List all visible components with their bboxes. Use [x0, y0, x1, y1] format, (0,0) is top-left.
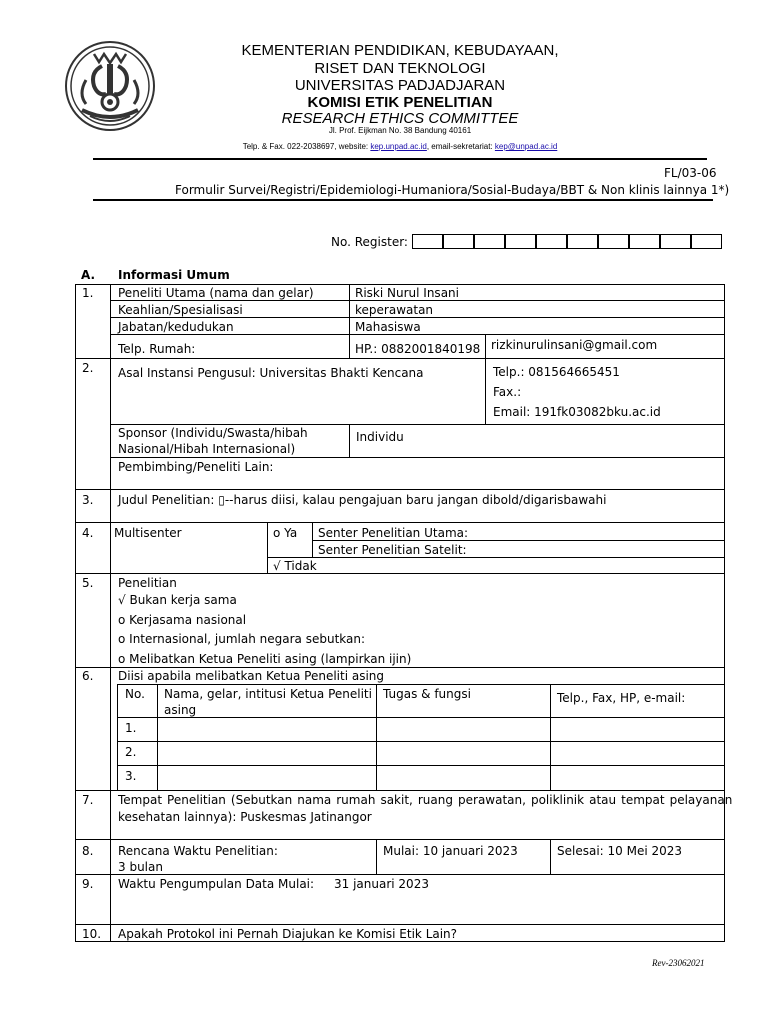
university-name: UNIVERSITAS PADJADJARAN [294, 77, 506, 94]
ministry-line-2: RISET DAN TEKNOLOGI [314, 60, 486, 77]
penelitian-label: Penelitian [118, 576, 177, 590]
col-no-header: No. [125, 687, 145, 701]
header-divider [93, 158, 707, 160]
website-link[interactable]: kep.unpad.ac.id [370, 142, 427, 151]
sponsor-label-line-1: Sponsor (Individu/Swasta/hibah [118, 426, 308, 440]
judul-penelitian[interactable]: Judul Penelitian: ▯--harus diisi, kalau pengajuan baru jangan dibold/digarisbawahi [118, 493, 607, 507]
register-box[interactable] [660, 234, 691, 249]
revision-code: Rev-23062021 [652, 958, 705, 968]
row-number: 2. [82, 361, 94, 375]
ministry-line-1: KEMENTERIAN PENDIDIKAN, KEBUDAYAAN, [241, 42, 559, 59]
tempat-penelitian-line-1[interactable]: Tempat Penelitian (Sebutkan nama rumah sakit, ruang perawatan, poliklinik atau tempat pelayanan [118, 793, 733, 807]
register-box[interactable] [598, 234, 629, 249]
option-kerjasama-nasional[interactable]: o Kerjasama nasional [118, 613, 247, 627]
section-a-letter: A. [81, 268, 96, 282]
col-nama-header-line-2: asing [164, 703, 197, 717]
rencana-waktu-label: Rencana Waktu Penelitian: [118, 844, 278, 858]
peneliti-utama-label: Peneliti Utama (nama dan gelar) [118, 286, 314, 300]
university-logo [64, 40, 156, 132]
register-box[interactable] [629, 234, 660, 249]
row-number: 5. [82, 576, 94, 590]
keahlian-value[interactable]: keperawatan [355, 303, 434, 317]
register-label: No. Register: [331, 235, 408, 249]
tempat-penelitian-line-2[interactable]: kesehatan lainnya): Puskesmas Jatinangor [118, 810, 372, 824]
hp-value[interactable]: HP.: 0882001840198 [355, 342, 481, 356]
form-code: FL/03-06 [664, 166, 717, 180]
sub-row-number: 3. [125, 769, 137, 783]
row-number: 6. [82, 669, 94, 683]
pengumpulan-data-value[interactable]: 31 januari 2023 [334, 877, 429, 891]
form-title: Formulir Survei/Registri/Epidemiologi-Humaniora/Sosial-Budaya/BBT & Non klinis lainnya 1*) [175, 183, 730, 197]
option-internasional[interactable]: o Internasional, jumlah negara sebutkan: [118, 632, 366, 646]
pengumpulan-data-label: Waktu Pengumpulan Data Mulai: [118, 877, 315, 891]
register-box[interactable] [536, 234, 567, 249]
peneliti-utama-value[interactable]: Riski Nurul Insani [355, 286, 459, 300]
instansi-email[interactable]: Email: 191fk03082bku.ac.id [493, 405, 661, 419]
sponsor-value[interactable]: Individu [356, 430, 404, 444]
register-box[interactable] [474, 234, 505, 249]
selesai-value[interactable]: Selesai: 10 Mei 2023 [557, 844, 683, 858]
row-number: 3. [82, 493, 94, 507]
option-bukan-kerja-sama[interactable]: √ Bukan kerja sama [118, 593, 237, 607]
col-nama-header-line-1: Nama, gelar, intitusi Ketua Peneliti [164, 687, 372, 701]
durasi-value[interactable]: 3 bulan [118, 860, 163, 874]
multisenter-ya-option[interactable]: o Ya [273, 526, 298, 540]
unpad-seal-icon [64, 40, 156, 132]
committee-name: KOMISI ETIK PENELITIAN [307, 94, 493, 111]
foreign-researcher-title: Diisi apabila melibatkan Ketua Peneliti asing [118, 669, 385, 683]
jabatan-label: Jabatan/kedudukan [118, 320, 234, 334]
instansi-fax[interactable]: Fax.: [493, 385, 522, 399]
register-box[interactable] [412, 234, 443, 249]
protokol-question: Apakah Protokol ini Pernah Diajukan ke Komisi Etik Lain? [118, 927, 458, 941]
section-a-title: Informasi Umum [118, 268, 230, 282]
sponsor-label-line-2: Nasional/Hibah Internasional) [118, 442, 296, 456]
col-tugas-header: Tugas & fungsi [383, 687, 471, 701]
contact-line [200, 143, 600, 151]
asal-instansi[interactable]: Asal Instansi Pengusul: Universitas Bhakti Kencana [118, 366, 424, 380]
row-number: 7. [82, 793, 94, 807]
secretariat-prefix: , email-sekretariat: [426, 142, 493, 151]
row-number: 1. [82, 286, 94, 300]
row-number: 10. [82, 927, 102, 941]
email-value[interactable]: rizkinurulinsani@gmail.com [491, 338, 658, 352]
contact-prefix: Telp. & Fax. 022-2038697, website: [242, 142, 369, 151]
register-box[interactable] [443, 234, 474, 249]
register-box[interactable] [505, 234, 536, 249]
row-number: 4. [82, 526, 94, 540]
register-box[interactable] [691, 234, 722, 249]
committee-name-english: RESEARCH ETHICS COMMITTEE [281, 110, 519, 127]
mulai-value[interactable]: Mulai: 10 januari 2023 [383, 844, 518, 858]
register-box[interactable] [567, 234, 598, 249]
title-underline [93, 199, 713, 201]
address: Jl. Prof. Eijkman No. 38 Bandung 40161 [328, 126, 472, 135]
row-number: 9. [82, 877, 94, 891]
jabatan-value[interactable]: Mahasiswa [355, 320, 421, 334]
keahlian-label: Keahlian/Spesialisasi [118, 303, 243, 317]
pembimbing-label: Pembimbing/Peneliti Lain: [118, 460, 274, 474]
senter-satelit-label: Senter Penelitian Satelit: [318, 543, 467, 557]
multisenter-tidak-option[interactable]: √ Tidak [273, 559, 317, 573]
telp-rumah-label: Telp. Rumah: [118, 342, 196, 356]
instansi-telp[interactable]: Telp.: 081564665451 [493, 365, 620, 379]
senter-utama-label: Senter Penelitian Utama: [318, 526, 469, 540]
sub-row-number: 2. [125, 745, 137, 759]
email-link[interactable]: kep@unpad.ac.id [494, 142, 558, 151]
row-number: 8. [82, 844, 94, 858]
col-telp-header: Telp., Fax, HP, e-mail: [557, 691, 686, 705]
sub-row-number: 1. [125, 721, 137, 735]
option-peneliti-asing[interactable]: o Melibatkan Ketua Peneliti asing (lampirkan ijin) [118, 652, 412, 666]
multisenter-label: Multisenter [114, 526, 182, 540]
